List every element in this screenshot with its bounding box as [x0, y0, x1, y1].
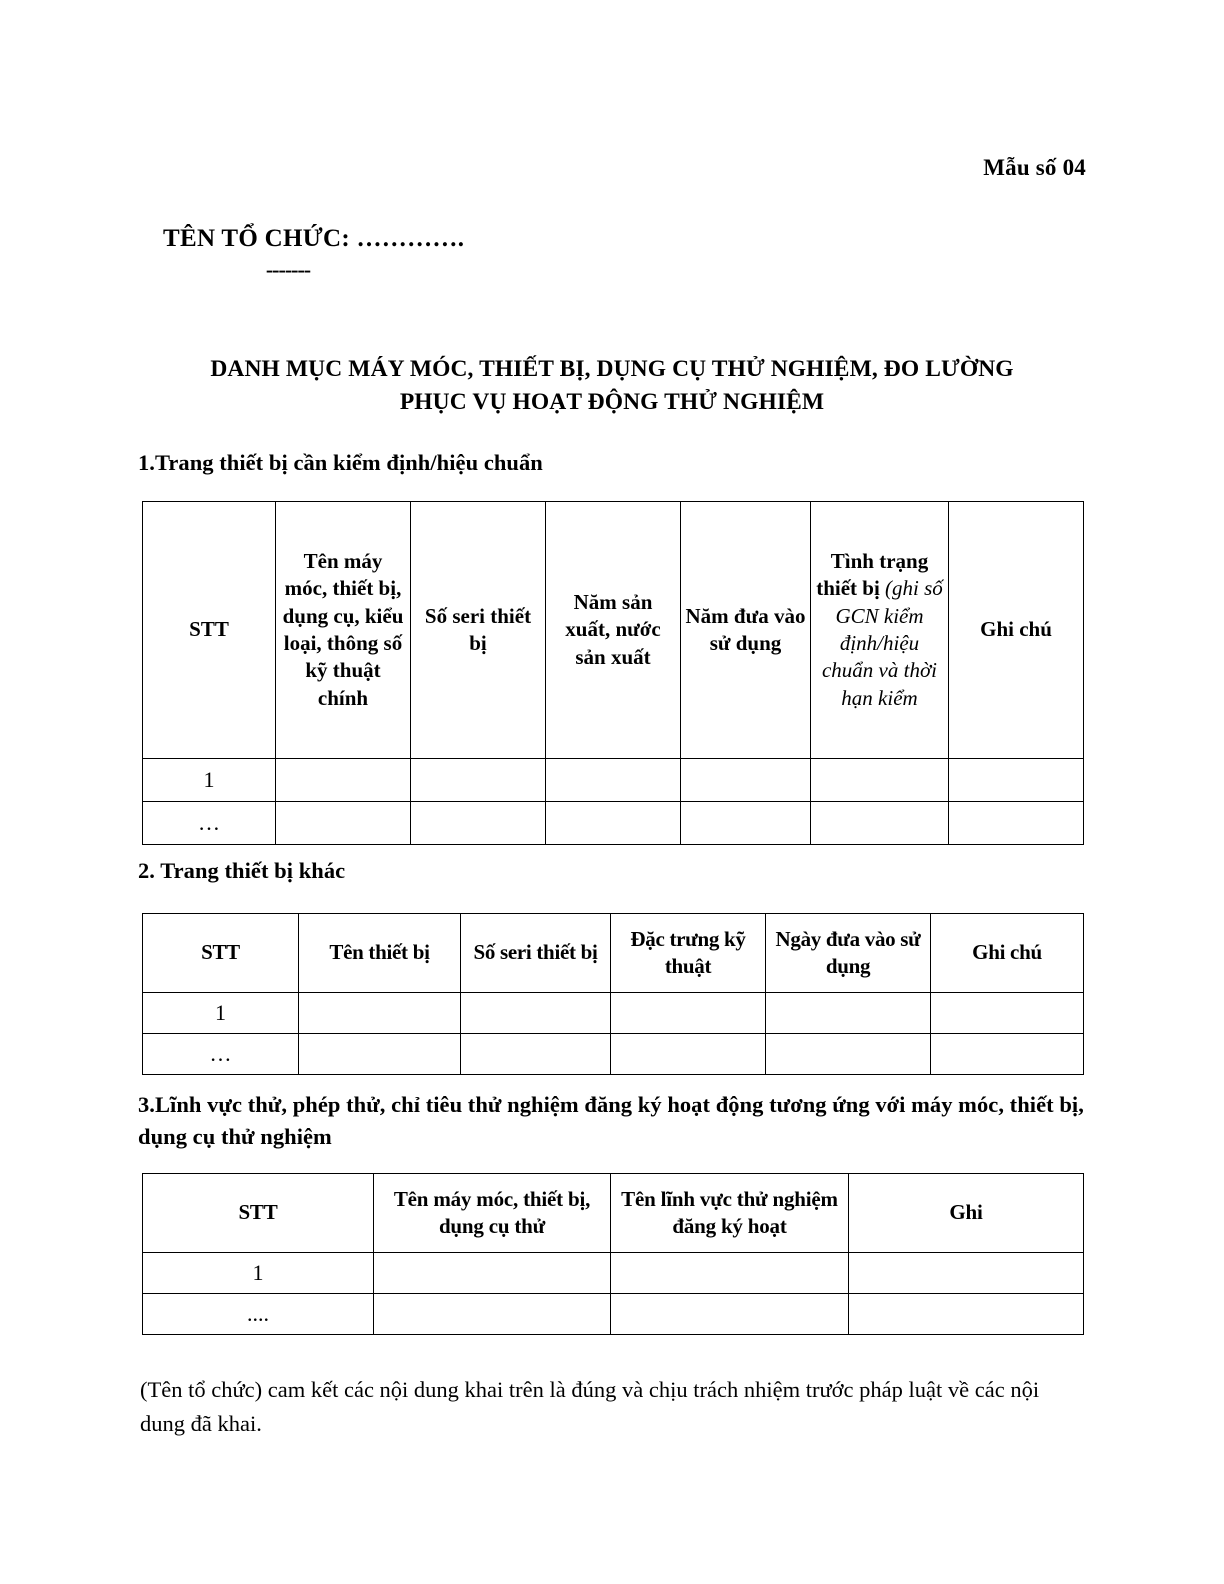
table2-header-notes: [931, 914, 1084, 993]
table3-row1-notes[interactable]: [849, 1253, 1084, 1294]
table2-row1-stt[interactable]: 1: [143, 993, 299, 1034]
table-header-row: [143, 502, 1084, 759]
table2-row1-date-in-use[interactable]: [766, 993, 931, 1034]
table2-header-tech-spec-text: Đặc trưng kỹ thuật: [630, 926, 746, 978]
table1-header-year-in-use-text: Năm đưa vào sử dụng: [685, 603, 806, 655]
table1-header-serial-text: Số seri thiết bị: [424, 603, 532, 655]
table2-row2-tech-spec[interactable]: [611, 1034, 766, 1075]
table2-row2-equipment-name[interactable]: [299, 1034, 461, 1075]
table3-header-stt: [143, 1174, 374, 1253]
table2-row2-stt[interactable]: …: [143, 1034, 299, 1075]
table1-header-manufacture-year: [546, 502, 681, 759]
document-title-line-2: PHỤC VỤ HOẠT ĐỘNG THỬ NGHIỆM: [399, 389, 825, 416]
section-1-heading: 1.Trang thiết bị cần kiểm định/hiệu chuẩn: [138, 450, 543, 475]
organization-block: [163, 225, 583, 281]
table3-row1-equipment-name[interactable]: [374, 1253, 611, 1294]
table2-header-tech-spec: [611, 914, 766, 993]
table-row: [143, 1294, 1084, 1335]
closing-statement: (Tên tổ chức) cam kết các nội dung khai trên là đúng và chịu trách nhiệm trước pháp luật về các nội dung đã khai.: [140, 1377, 1040, 1436]
table3-header-notes-text: Ghi: [949, 1200, 983, 1225]
table3-header-equipment-name: [374, 1174, 611, 1253]
testing-scope-table: [142, 1173, 1084, 1335]
table1-row2-manufacture-year[interactable]: [546, 802, 681, 845]
table2-row1-tech-spec[interactable]: [611, 993, 766, 1034]
table1-row1-serial[interactable]: [411, 759, 546, 802]
table3-header-notes: [849, 1174, 1084, 1253]
table1-header-serial: [411, 502, 546, 759]
table3-row2-notes[interactable]: [849, 1294, 1084, 1335]
table1-header-stt-text: STT: [189, 617, 229, 642]
table1-header-status: [811, 502, 949, 759]
table1-header-notes-text: Ghi chú: [980, 617, 1052, 642]
table-row: [143, 759, 1084, 802]
table1-row1-stt[interactable]: 1: [143, 759, 276, 802]
table1-row2-equipment-name[interactable]: [276, 802, 411, 845]
table2-header-equipment-name: [299, 914, 461, 993]
section-2-heading: 2. Trang thiết bị khác: [138, 858, 346, 883]
table3-row2-testing-field[interactable]: [611, 1294, 849, 1335]
table1-header-equipment-name: [276, 502, 411, 759]
table1-header-manufacture-year-text: Năm sản xuất, nước sản xuất: [565, 590, 661, 669]
table1-row2-stt[interactable]: …: [143, 802, 276, 845]
table2-header-date-in-use-text: Ngày đưa vào sử dụng: [775, 926, 921, 978]
table2-header-date-in-use: [766, 914, 931, 993]
table-header-row: [143, 914, 1084, 993]
table2-row2-notes[interactable]: [931, 1034, 1084, 1075]
table2-row2-serial[interactable]: [461, 1034, 611, 1075]
table3-header-equipment-name-text: Tên máy móc, thiết bị, dụng cụ thử: [393, 1186, 591, 1238]
table1-header-equipment-name-text: Tên máy móc, thiết bị, dụng cụ, kiểu loại, thông số kỹ thuật chính: [282, 549, 404, 710]
table2-header-serial: [461, 914, 611, 993]
table1-row1-equipment-name[interactable]: [276, 759, 411, 802]
table-row: [143, 993, 1084, 1034]
equipment-calibration-table: [142, 501, 1084, 845]
table2-header-notes-text: Ghi chú: [972, 940, 1042, 965]
table1-row1-notes[interactable]: [949, 759, 1084, 802]
table1-row1-manufacture-year[interactable]: [546, 759, 681, 802]
table-header-row: [143, 1174, 1084, 1253]
table1-row2-notes[interactable]: [949, 802, 1084, 845]
table1-row2-serial[interactable]: [411, 802, 546, 845]
table2-row2-date-in-use[interactable]: [766, 1034, 931, 1075]
table2-row1-equipment-name[interactable]: [299, 993, 461, 1034]
table1-row1-year-in-use[interactable]: [681, 759, 811, 802]
table1-header-notes: [949, 502, 1084, 759]
organization-name-label: TÊN TỔ CHỨC: ………….: [163, 225, 465, 252]
table3-header-stt-text: STT: [238, 1200, 278, 1225]
table1-header-stt: [143, 502, 276, 759]
organization-divider: -------: [265, 257, 311, 282]
document-title: [137, 353, 1087, 420]
table1-header-status-note: (ghi số GCN kiểm định/hiệu chuẩn và thời hạn kiểm: [821, 576, 943, 710]
table2-header-stt-text: STT: [201, 940, 240, 965]
table2-header-stt: [143, 914, 299, 993]
form-code-label: Mẫu số 04: [983, 155, 1086, 180]
table1-header-year-in-use: [681, 502, 811, 759]
table3-row2-equipment-name[interactable]: [374, 1294, 611, 1335]
table3-row2-stt[interactable]: ....: [143, 1294, 374, 1335]
table-row: [143, 802, 1084, 845]
table2-header-serial-text: Số seri thiết bị: [473, 940, 598, 965]
table1-row1-status[interactable]: [811, 759, 949, 802]
table1-row2-status[interactable]: [811, 802, 949, 845]
table-row: [143, 1253, 1084, 1294]
table2-row1-notes[interactable]: [931, 993, 1084, 1034]
table2-header-equipment-name-text: Tên thiết bị: [329, 940, 430, 965]
table3-header-testing-field-text: Tên lĩnh vực thử nghiệm đăng ký hoạt: [621, 1186, 838, 1238]
other-equipment-table: [142, 913, 1084, 1075]
table3-header-testing-field: [611, 1174, 849, 1253]
table3-row1-testing-field[interactable]: [611, 1253, 849, 1294]
table3-row1-stt[interactable]: 1: [143, 1253, 374, 1294]
table-row: [143, 1034, 1084, 1075]
table2-row1-serial[interactable]: [461, 993, 611, 1034]
section-3-heading: 3.Lĩnh vực thử, phép thử, chỉ tiêu thử nghiệm đăng ký hoạt động tương ứng với máy móc, thiết bị, dụng cụ thử nghiệm: [138, 1092, 1084, 1150]
table1-row2-year-in-use[interactable]: [681, 802, 811, 845]
document-title-line-1: DANH MỤC MÁY MÓC, THIẾT BỊ, DỤNG CỤ THỬ NGHIỆM, ĐO LƯỜNG: [210, 356, 1014, 382]
table1-header-status-bold: Tình trạng thiết bị: [816, 549, 929, 601]
